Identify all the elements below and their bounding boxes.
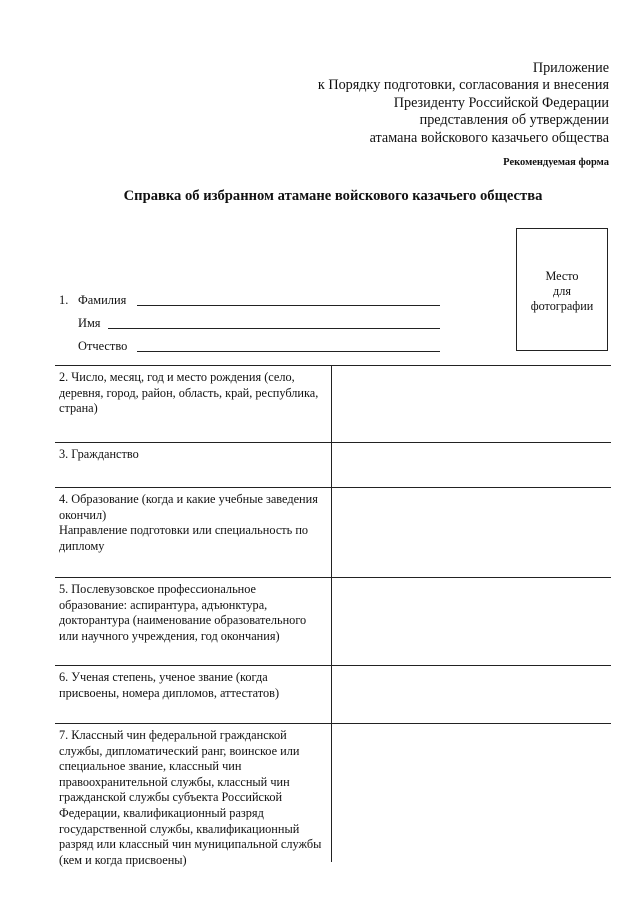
row-value-postgraduate[interactable] xyxy=(332,578,611,665)
patronymic-label: Отчество xyxy=(78,339,128,353)
item-number-1: 1. xyxy=(59,293,69,307)
table-row xyxy=(55,724,611,867)
photo-placeholder xyxy=(516,228,608,351)
appendix-line-1: Приложение xyxy=(532,60,609,76)
appendix-line-4: представления об утверждении xyxy=(419,112,609,129)
table-row xyxy=(55,578,611,666)
row-value-citizenship[interactable] xyxy=(332,443,611,487)
row-value-academic-degree[interactable] xyxy=(332,666,611,723)
surname-field[interactable] xyxy=(137,305,440,306)
appendix-line-5: атамана войскового казачьего общества xyxy=(369,129,609,146)
table-row xyxy=(55,666,611,724)
row-label-birth: 2. Число, месяц, год и место рождения (село, деревня, город, район, область, край, республика, страна) xyxy=(55,366,332,442)
table-row xyxy=(55,443,611,488)
patronymic-field[interactable] xyxy=(137,351,440,352)
row-label-postgraduate: 5. Послевузовское профессиональное образование: аспирантура, адъюнктура, докторантура (наименование образовательного или научного учреждения, год окончания) xyxy=(55,578,332,665)
name-label: Имя xyxy=(78,316,101,330)
row-label-academic-degree: 6. Ученая степень, ученое звание (когда присвоены, номера дипломов, аттестатов) xyxy=(55,666,332,723)
appendix-line-3: Президенту Российской Федерации xyxy=(393,94,609,111)
appendix-header xyxy=(289,60,609,147)
info-table xyxy=(55,365,611,867)
table-row xyxy=(55,488,611,578)
row-value-birth[interactable] xyxy=(332,366,611,442)
recommended-form-note: Рекомендуемая форма xyxy=(503,157,609,168)
photo-label-line-1: Место xyxy=(545,269,579,283)
row-value-education[interactable] xyxy=(332,488,611,577)
document-title: Справка об избранном атамане войскового казачьего общества xyxy=(123,188,543,204)
photo-label-line-3: фотографии xyxy=(530,299,594,313)
photo-label-line-2: для xyxy=(553,284,571,298)
row-label-education: 4. Образование (когда и какие учебные заведения окончил) Направление подготовки или специальность по диплому xyxy=(55,488,332,577)
row-label-citizenship: 3. Гражданство xyxy=(55,443,332,487)
row-value-class-rank[interactable] xyxy=(332,724,611,862)
appendix-line-2: к Порядку подготовки, согласования и внесения xyxy=(317,77,609,94)
surname-label: Фамилия xyxy=(78,293,127,307)
name-field[interactable] xyxy=(108,328,440,329)
table-row xyxy=(55,366,611,443)
row-label-class-rank: 7. Классный чин федеральной гражданской службы, дипломатический ранг, воинское или специальное звание, классный чин правоохранительной службы, классный чин гражданской службы субъекта Российской Федерации, квалификационный разряд государственной службы, квалификационный разряд или классный чин муниципальной службы (кем и когда присвоены) xyxy=(55,724,332,862)
